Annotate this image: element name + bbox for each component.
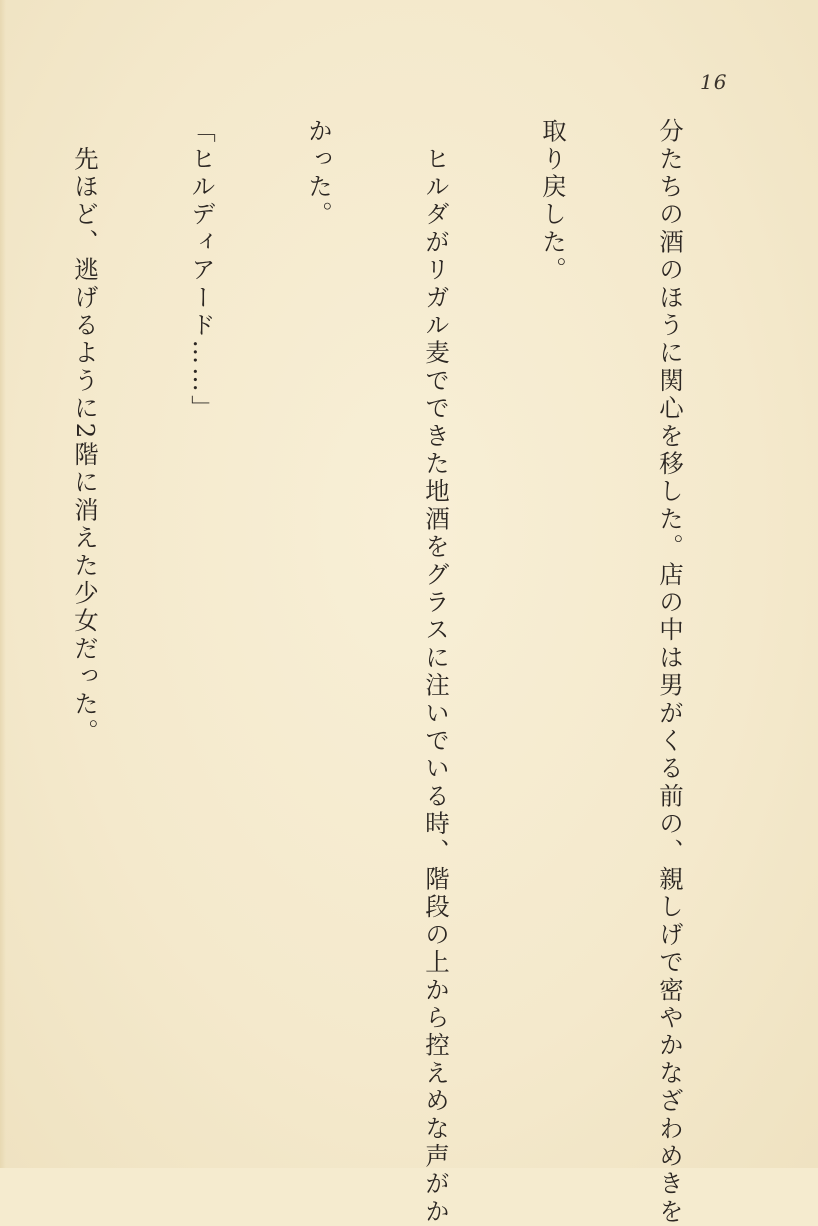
text-line: 先ほど、逃げるように2階に消えた少女だった。 xyxy=(71,118,100,747)
text-line: 取り戻した。 xyxy=(539,118,568,285)
page-number: 16 xyxy=(700,70,728,94)
text-line: 分たちの酒のほうに関心を移した。店の中は男がくる前の、親しげで密やかなざわめきを xyxy=(656,118,685,1226)
text-line: ヒルダがリガル麦でできた地酒をグラスに注いでいる時、階段の上から控えめな声がか xyxy=(422,118,451,1226)
text-line: 「ヒルディアード……」 xyxy=(188,118,217,423)
vertical-text-body xyxy=(0,118,768,1226)
text-line: かった。 xyxy=(305,118,334,229)
